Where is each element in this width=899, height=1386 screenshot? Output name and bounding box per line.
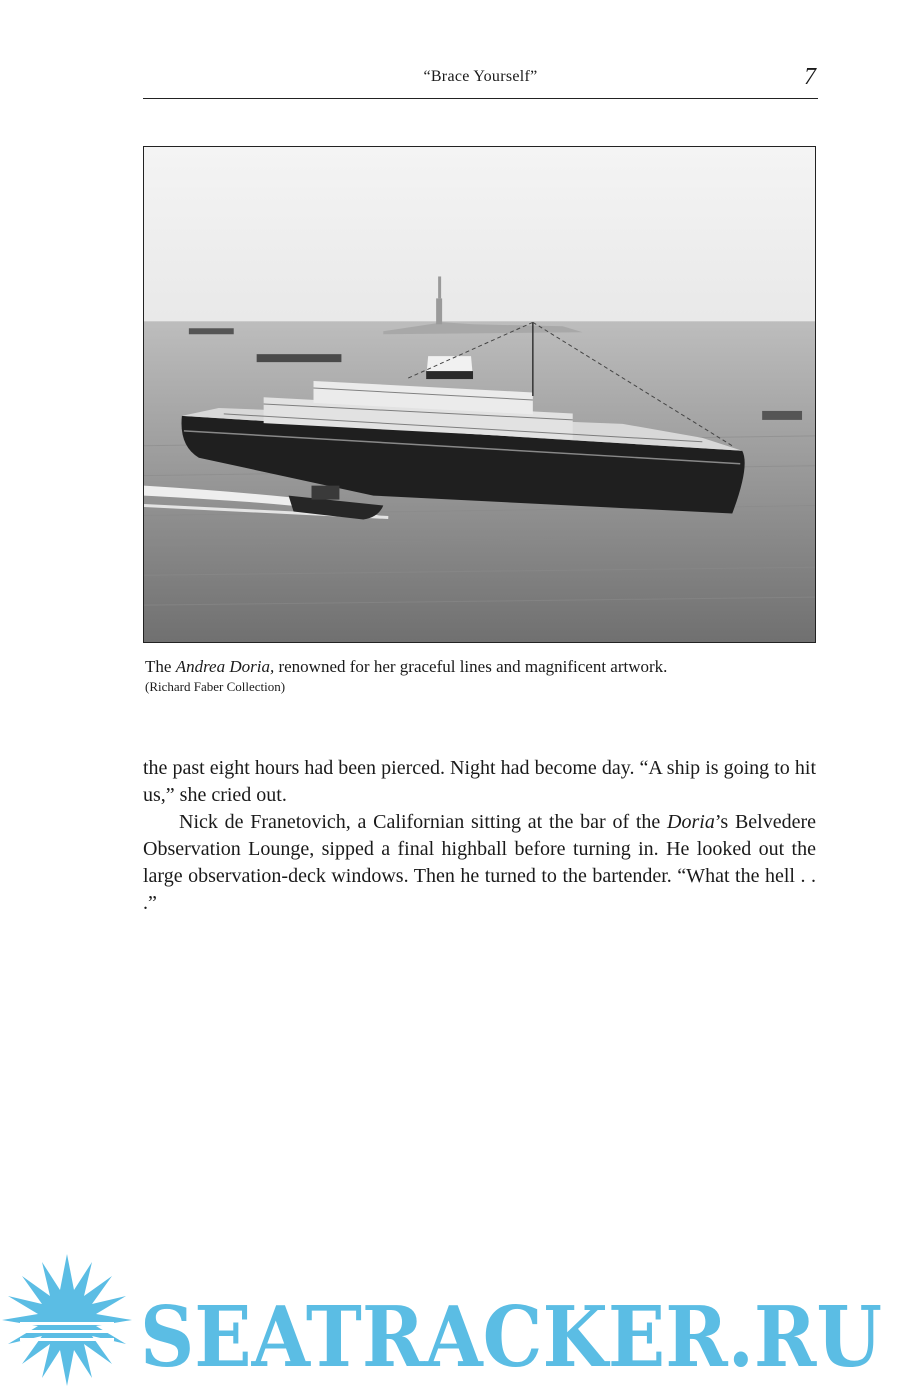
paragraph: the past eight hours had been pierced. Night had become day. “A ship is going to hit us,” she cried out. [143,757,816,806]
ship-name: Doria [667,811,715,833]
watermark-graphic [0,1250,899,1386]
watermark [0,1250,899,1386]
caption-credit: (Richard Faber Collection) [145,679,286,694]
paragraph [143,809,816,917]
caption-ship-name: Andrea Doria, [175,657,275,676]
paragraph-segment: Nick de Franetovich, a Californian sitting at the bar of the [179,811,668,833]
watermark-text: SEATRACKER.RU [140,1288,882,1386]
andrea-doria-photo [144,147,815,642]
paragraph-segment: ’s Belvedere Observation Lounge, sipped a final highball before turning in. He looked out the large observation-deck windows. Then he turned to the bartender. “What the hell . . .” [143,811,817,914]
page-number: 7 [804,64,816,90]
running-head [143,66,818,99]
figure-caption [145,656,825,696]
caption-text [145,656,825,678]
caption-description: renowned for her graceful lines and magnificent artwork. [274,657,668,676]
running-title: “Brace Yourself” [423,68,538,85]
caption-prefix: The [145,657,176,676]
sunburst-logo [2,1254,132,1386]
ship-photograph [143,146,816,643]
body-text [143,755,816,917]
